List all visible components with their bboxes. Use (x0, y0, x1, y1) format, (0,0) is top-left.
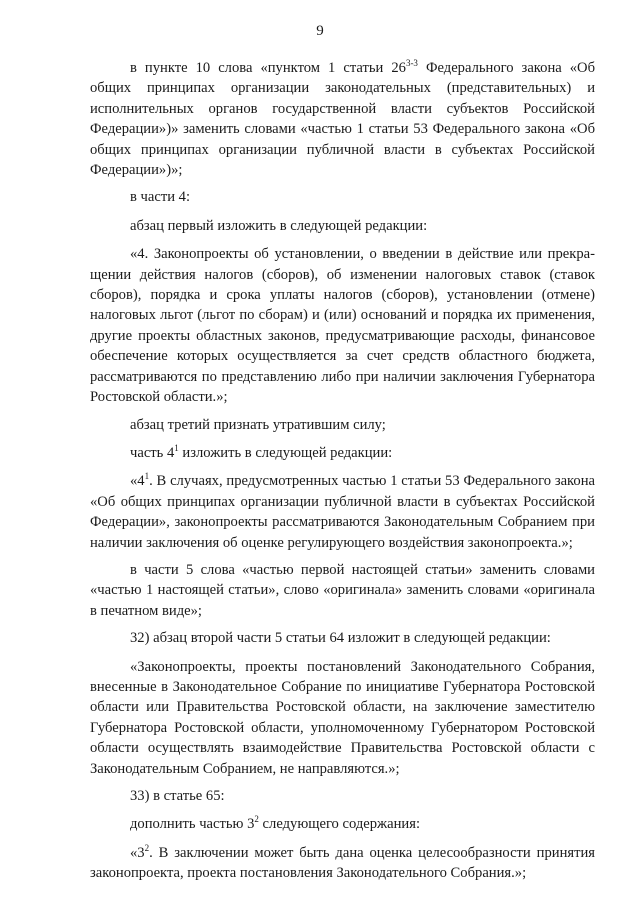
text-run: 33) в статье 65: (130, 788, 225, 804)
text-run: «Законопроекты, проекты постановлений Законодательного Собрания, внесенные в Законодательное Собрание по инициативе Губернатора Ростовской области или Правительства Ростовской области, на заключение заместителю Губернатора Ростовской области, уполномоченному Губернатором Ростовской области осуществлять взаимодействие Правительства Ростовской области с Законодательным Собранием, не направляются.»; (90, 658, 595, 777)
text-run: часть 4 (130, 444, 175, 461)
text-run: абзац третий признать утратившим силу; (130, 416, 386, 433)
text-run: «4. Законопроекты об установлении, о введении в действие или прекращении действия налогов (сборов), об изменении налоговых ставок (ставок сборов), порядка и срока уплаты налогов (сборов), установлении (отмене) налоговых льгот (льгот по сборам) и (или) оснований и порядка их применения, другие проекты областных законов, предусматривающие расходы, финансовое обеспечение которых осуществляется за счет средств областного бюджета, рассматриваются по представлению либо при наличии заключения Губернатора Ростовской области.»; (90, 246, 595, 406)
superscript: 2 (254, 814, 259, 825)
text-run: «3 (130, 844, 145, 861)
paragraph (90, 814, 595, 834)
superscript: 2 (144, 842, 150, 853)
text-run: дополнить частью 3 (130, 816, 255, 833)
paragraph (90, 244, 595, 407)
superscript: 1 (144, 471, 150, 482)
page-number: 9 (316, 23, 324, 39)
text-run: «4 (130, 473, 145, 490)
paragraph (90, 471, 595, 553)
paragraph (90, 657, 595, 779)
text-run: Федерального закона «Об общих принципах организации законодательных (представительных) и исполнительных органов государственной власти субъектов Российской Федерации»)» заменить словами «частью 1 статьи 53 Федерального закона «Об общих принципах организации публичной власти в субъектах Российской Федерации»)»; (90, 60, 596, 179)
paragraph (90, 443, 595, 463)
paragraph (90, 786, 595, 806)
paragraph (90, 216, 595, 236)
paragraph (90, 628, 595, 648)
text-run: изложить в следующей редакции: (178, 444, 393, 461)
paragraph (90, 58, 595, 180)
text-run: абзац первый изложить в следующей редакции: (130, 217, 428, 234)
text-run: в части 5 слова «частью первой настоящей статьи» заменить словами «частью 1 настоящей статьи», слово «оригинала» заменить словами «оригинала в печатном виде»; (90, 561, 595, 619)
paragraph (90, 187, 595, 207)
superscript: 3-3 (405, 58, 418, 69)
text-run: . В случаях, предусмотренных частью 1 статьи 53 Федерального закона «Об общих принципах организации публичной власти в субъектах Российской Федерации», законопроекты рассматриваются Законодательным Собранием при наличии заключения об оценке регулирующего воздействия законопроекта.»; (90, 473, 595, 551)
paragraph (90, 843, 595, 884)
text-run: . В заключении может быть дана оценка целесообразности принятия законопроекта, проекта постановления Законодательного Собрания.»; (90, 844, 595, 882)
text-run: в пункте 10 слова «пунктом 1 статьи 26 (130, 60, 406, 76)
superscript: 1 (174, 443, 179, 454)
text-run: следующего содержания: (258, 816, 421, 833)
document-body (90, 58, 595, 891)
text-run: 32) абзац второй части 5 статьи 64 изложит в следующей редакции: (130, 630, 551, 647)
text-run: в части 4: (130, 189, 191, 206)
paragraph (90, 415, 595, 435)
paragraph (90, 560, 595, 621)
